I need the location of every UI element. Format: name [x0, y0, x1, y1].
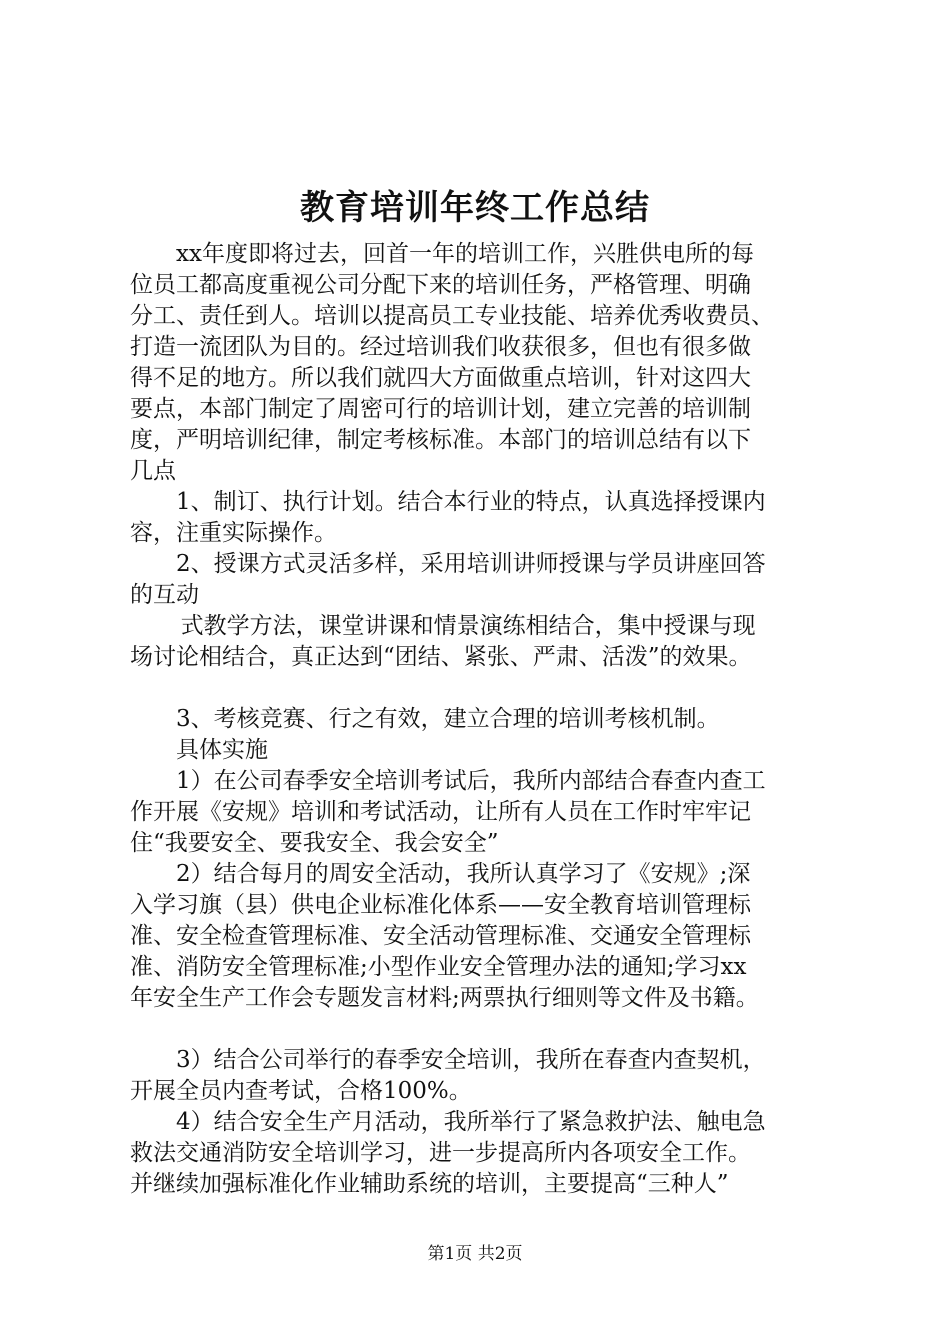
document-title: 教育培训年终工作总结: [300, 188, 650, 228]
blank-line: [130, 1014, 830, 1045]
paragraph-line: 入学习旗（县）供电企业标准化体系——安全教育培训管理标: [130, 892, 751, 918]
paragraph-line: 度，严明培训纪律，制定考核标准。本部门的培训总结有以下: [130, 427, 751, 453]
paragraph-line: 准、消防安全管理标准;小型作业安全管理办法的通知;学习xx: [130, 954, 747, 980]
document-body: [130, 239, 830, 1200]
paragraph-line: 救法交通消防安全培训学习，进一步提高所内各项安全工作。: [130, 1140, 751, 1166]
paragraph-line: xx年度即将过去，回首一年的培训工作，兴胜供电所的每: [176, 241, 754, 267]
paragraph-line: 开展全员内查考试，合格100%。: [130, 1078, 472, 1104]
paragraph-line: 具体实施: [176, 737, 268, 763]
paragraph-line: 并继续加强标准化作业辅助系统的培训，主要提高“三种人”: [130, 1171, 729, 1197]
paragraph-line: 式教学方法，课堂讲课和情景演练相结合，集中授课与现: [180, 613, 756, 639]
paragraph-line: 准、安全检查管理标准、安全活动管理标准、交通安全管理标: [130, 923, 751, 949]
paragraph-line: 几点: [130, 458, 176, 484]
paragraph-line: 2、授课方式灵活多样，采用培训讲师授课与学员讲座回答: [176, 551, 766, 577]
paragraph-line: 1、制订、执行计划。结合本行业的特点，认真选择授课内: [176, 489, 766, 515]
paragraph-line: 2）结合每月的周安全活动，我所认真学习了《安规》;深: [176, 861, 751, 887]
paragraph-line: 4）结合安全生产月活动，我所举行了紧急救护法、触电急: [176, 1109, 766, 1135]
paragraph-line: 打造一流团队为目的。经过培训我们收获很多，但也有很多做: [130, 334, 751, 360]
paragraph-line: 要点，本部门制定了周密可行的培训计划，建立完善的培训制: [130, 396, 751, 422]
paragraph-line: 年安全生产工作会专题发言材料;两票执行细则等文件及书籍。: [130, 985, 759, 1011]
paragraph-line: 位员工都高度重视公司分配下来的培训任务，严格管理、明确: [130, 272, 751, 298]
page-footer: 第1页 共2页: [427, 1244, 523, 1264]
paragraph-line: 的互动: [130, 582, 199, 608]
paragraph-line: 场讨论相结合，真正达到“团结、紧张、严肃、活泼”的效果。: [130, 644, 752, 670]
paragraph-line: 作开展《安规》培训和考试活动，让所有人员在工作时牢牢记: [130, 799, 751, 825]
paragraph-line: 3）结合公司举行的春季安全培训，我所在春查内查契机，: [176, 1047, 766, 1073]
paragraph-line: 分工、责任到人。培训以提高员工专业技能、培养优秀收费员、: [130, 303, 774, 329]
paragraph-line: 3、考核竞赛、行之有效，建立合理的培训考核机制。: [176, 706, 720, 732]
blank-line: [130, 673, 830, 704]
paragraph-line: 得不足的地方。所以我们就四大方面做重点培训，针对这四大: [130, 365, 751, 391]
paragraph-line: 1）在公司春季安全培训考试后，我所内部结合春查内查工: [176, 768, 766, 794]
paragraph-line: 住“我要安全、要我安全、我会安全”: [130, 830, 499, 856]
paragraph-line: 容，注重实际操作。: [130, 520, 337, 546]
